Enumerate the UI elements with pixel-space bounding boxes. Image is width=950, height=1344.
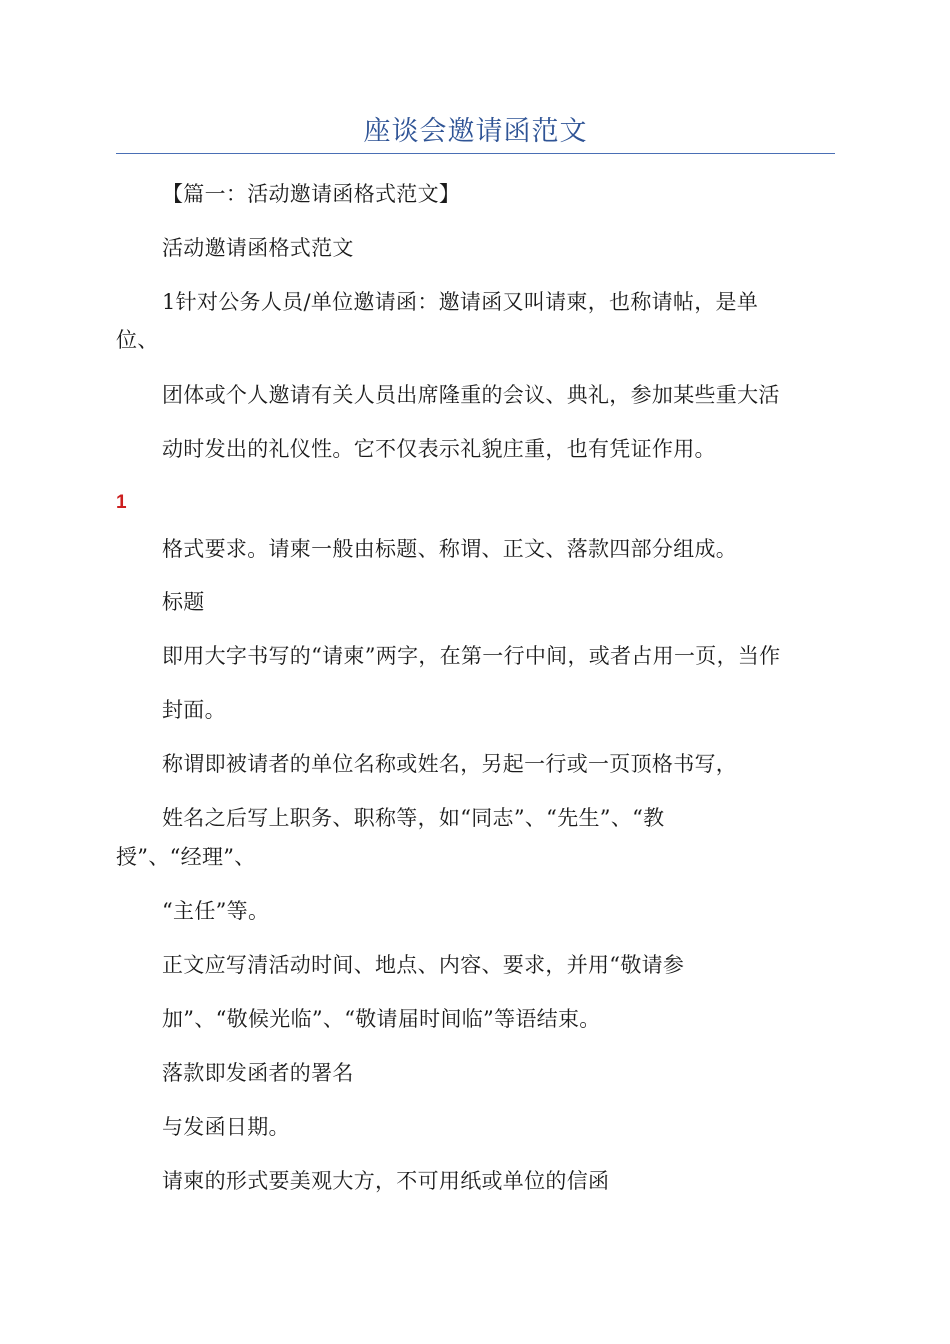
paragraph-line: 位、 xyxy=(116,328,159,352)
paragraph-line: “主任”等。 xyxy=(162,899,270,923)
paragraph-line: 请柬的形式要美观大方，不可用纸或单位的信函 xyxy=(162,1169,610,1193)
paragraph-line: 即用大字书写的“请柬”两字，在第一行中间，或者占用一页，当作 xyxy=(162,644,781,668)
paragraph-line: 与发函日期。 xyxy=(162,1115,290,1139)
document-title: 座谈会邀请函范文 xyxy=(363,116,588,147)
paragraph-line: 1针对公务人员/单位邀请函：邀请函又叫请柬，也称请帖，是单 xyxy=(162,290,759,314)
paragraph-line: 格式要求。请柬一般由标题、称谓、正文、落款四部分组成。 xyxy=(162,537,738,561)
paragraph-line: 姓名之后写上职务、职称等，如“同志”、“先生”、“教 xyxy=(162,806,665,830)
paragraph-line: 称谓即被请者的单位名称或姓名，另起一行或一页顶格书写， xyxy=(162,752,738,776)
paragraph-line: 正文应写清活动时间、地点、内容、要求，并用“敬请参 xyxy=(162,953,685,977)
paragraph-line: 封面。 xyxy=(162,698,226,722)
paragraph-line: 授”、“经理”、 xyxy=(116,845,256,869)
list-marker: 1 xyxy=(116,492,127,513)
paragraph-line: 落款即发函者的署名 xyxy=(162,1061,354,1085)
paragraph-line: 动时发出的礼仪性。它不仅表示礼貌庄重，也有凭证作用。 xyxy=(162,437,716,461)
paragraph-line: 标题 xyxy=(162,590,205,614)
section-heading: 【篇一：活动邀请函格式范文】 xyxy=(162,182,461,206)
section-subheading: 活动邀请函格式范文 xyxy=(162,236,354,260)
title-underline xyxy=(116,153,835,154)
paragraph-line: 团体或个人邀请有关人员出席隆重的会议、典礼，参加某些重大活 xyxy=(162,383,780,407)
paragraph-line: 加”、“敬候光临”、“敬请届时间临”等语结束。 xyxy=(162,1007,601,1031)
